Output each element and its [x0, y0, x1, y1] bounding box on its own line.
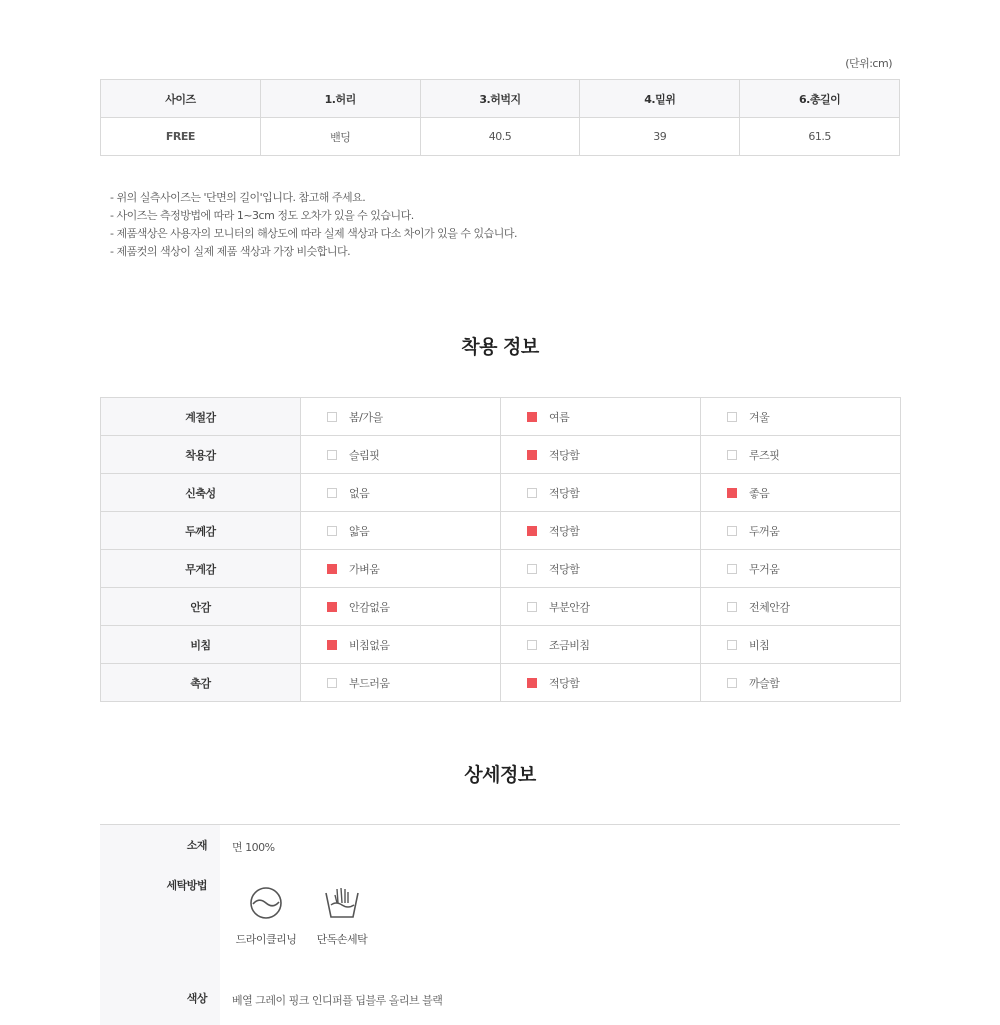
checked-box-icon	[527, 450, 537, 460]
fit-category: 계절감	[101, 398, 301, 436]
fit-category: 두께감	[101, 512, 301, 550]
hand-wash-icon	[323, 885, 361, 921]
fit-table	[100, 397, 901, 702]
unit-label: (단위:cm)	[845, 57, 892, 70]
fit-option-label: 봄/가을	[349, 410, 383, 424]
fit-option	[701, 588, 901, 626]
fit-option-label: 적당함	[549, 448, 580, 462]
size-table	[100, 79, 900, 156]
fit-option-label: 까슬함	[749, 676, 780, 690]
size-header-cell: 사이즈	[101, 80, 261, 118]
note-item: - 위의 실측사이즈는 '단면의 길이'입니다. 참고해 주세요.	[110, 191, 366, 204]
table-row	[101, 474, 901, 512]
wash-item-hand-wash	[307, 885, 377, 947]
fit-option	[501, 436, 701, 474]
fit-option	[701, 436, 901, 474]
wash-label: 드라이클리닝	[235, 933, 297, 946]
fit-option	[501, 588, 701, 626]
size-table-header	[101, 80, 900, 118]
size-cell: FREE	[101, 118, 261, 156]
fit-option-label: 부드러움	[349, 676, 390, 690]
unchecked-box-icon	[327, 678, 337, 688]
unchecked-box-icon	[527, 564, 537, 574]
fit-option	[301, 664, 501, 702]
unchecked-box-icon	[727, 450, 737, 460]
fit-option-label: 비침없음	[349, 638, 390, 652]
unchecked-box-icon	[327, 526, 337, 536]
size-cell: 39	[580, 118, 740, 156]
fit-option	[301, 398, 501, 436]
fit-option	[501, 664, 701, 702]
fit-category: 신축성	[101, 474, 301, 512]
unchecked-box-icon	[327, 450, 337, 460]
unchecked-box-icon	[527, 488, 537, 498]
fit-option	[301, 474, 501, 512]
checked-box-icon	[727, 488, 737, 498]
fit-option-label: 무거움	[749, 562, 780, 576]
fit-category: 무게감	[101, 550, 301, 588]
unchecked-box-icon	[527, 602, 537, 612]
size-header-cell: 3.허벅지	[420, 80, 580, 118]
fit-option-label: 슬림핏	[349, 448, 380, 462]
note-item: - 제품컷의 색상이 실제 제품 색상과 가장 비슷합니다.	[110, 245, 351, 258]
fit-option	[701, 550, 901, 588]
material-value: 면 100%	[232, 841, 275, 854]
fit-option	[501, 474, 701, 512]
checked-box-icon	[327, 640, 337, 650]
color-label: 색상	[186, 992, 207, 1005]
table-row	[101, 398, 901, 436]
fit-option	[301, 550, 501, 588]
size-header-cell: 6.총길이	[740, 80, 900, 118]
fit-option	[301, 436, 501, 474]
unchecked-box-icon	[527, 640, 537, 650]
unchecked-box-icon	[327, 412, 337, 422]
fit-option-label: 두꺼움	[749, 524, 780, 538]
note-item: - 제품색상은 사용자의 모니터의 해상도에 따라 실제 색상과 다소 차이가 있을 수 있습니다.	[110, 227, 517, 240]
fit-option-label: 적당함	[549, 524, 580, 538]
fit-option-label: 조금비침	[549, 638, 590, 652]
fit-option	[701, 626, 901, 664]
table-row	[101, 588, 901, 626]
table-row	[101, 664, 901, 702]
wash-item-dry-cleaning	[231, 885, 301, 947]
fit-option-label: 없음	[349, 486, 370, 500]
fit-option-label: 적당함	[549, 562, 580, 576]
material-label: 소재	[186, 839, 207, 852]
unchecked-box-icon	[727, 412, 737, 422]
detail-section	[100, 824, 900, 1024]
fit-option-label: 여름	[549, 410, 570, 424]
fit-option	[701, 474, 901, 512]
unchecked-box-icon	[727, 602, 737, 612]
checked-box-icon	[327, 564, 337, 574]
fit-option-label: 루즈핏	[749, 448, 780, 462]
unchecked-box-icon	[727, 526, 737, 536]
note-item: - 사이즈는 측정방법에 따라 1~3cm 정도 오차가 있을 수 있습니다.	[110, 209, 414, 222]
table-row	[101, 118, 900, 156]
table-row	[101, 512, 901, 550]
table-row	[101, 626, 901, 664]
unchecked-box-icon	[727, 564, 737, 574]
fit-option-label: 부분안감	[549, 600, 590, 614]
checked-box-icon	[527, 678, 537, 688]
fit-option-label: 비침	[749, 638, 770, 652]
dry-cleaning-icon	[248, 885, 284, 921]
fit-option	[701, 398, 901, 436]
unchecked-box-icon	[727, 678, 737, 688]
fit-option	[501, 512, 701, 550]
size-cell: 61.5	[740, 118, 900, 156]
fit-category: 착용감	[101, 436, 301, 474]
fit-option	[501, 626, 701, 664]
fit-option-label: 안감없음	[349, 600, 390, 614]
fit-option	[301, 512, 501, 550]
wash-label: 단독손세탁	[316, 933, 368, 946]
fit-option	[301, 588, 501, 626]
size-cell: 밴딩	[260, 118, 420, 156]
size-cell: 40.5	[420, 118, 580, 156]
fit-option	[501, 550, 701, 588]
fit-option	[501, 398, 701, 436]
fit-option-label: 얇음	[349, 524, 370, 538]
fit-info-title: 착용 정보	[461, 336, 539, 358]
checked-box-icon	[327, 602, 337, 612]
fit-option-label: 좋음	[749, 486, 770, 500]
table-row	[101, 436, 901, 474]
fit-option	[701, 664, 901, 702]
size-header-cell: 4.밑위	[580, 80, 740, 118]
fit-category: 비침	[101, 626, 301, 664]
fit-category: 안감	[101, 588, 301, 626]
fit-option-label: 적당함	[549, 486, 580, 500]
detail-info-title: 상세정보	[464, 764, 536, 786]
fit-option-label: 전체안감	[749, 600, 790, 614]
color-value: 베열 그레이 핑크 인디퍼플 딥블루 올리브 블랙	[232, 994, 443, 1007]
size-notes	[110, 189, 517, 261]
fit-option-label: 겨울	[749, 410, 770, 424]
unchecked-box-icon	[327, 488, 337, 498]
fit-option	[301, 626, 501, 664]
fit-option	[701, 512, 901, 550]
fit-option-label: 적당함	[549, 676, 580, 690]
table-row	[101, 550, 901, 588]
fit-category: 촉감	[101, 664, 301, 702]
checked-box-icon	[527, 526, 537, 536]
fit-option-label: 가벼움	[349, 562, 380, 576]
size-header-cell: 1.허리	[260, 80, 420, 118]
checked-box-icon	[527, 412, 537, 422]
unchecked-box-icon	[727, 640, 737, 650]
washing-label: 세탁방법	[166, 879, 207, 892]
